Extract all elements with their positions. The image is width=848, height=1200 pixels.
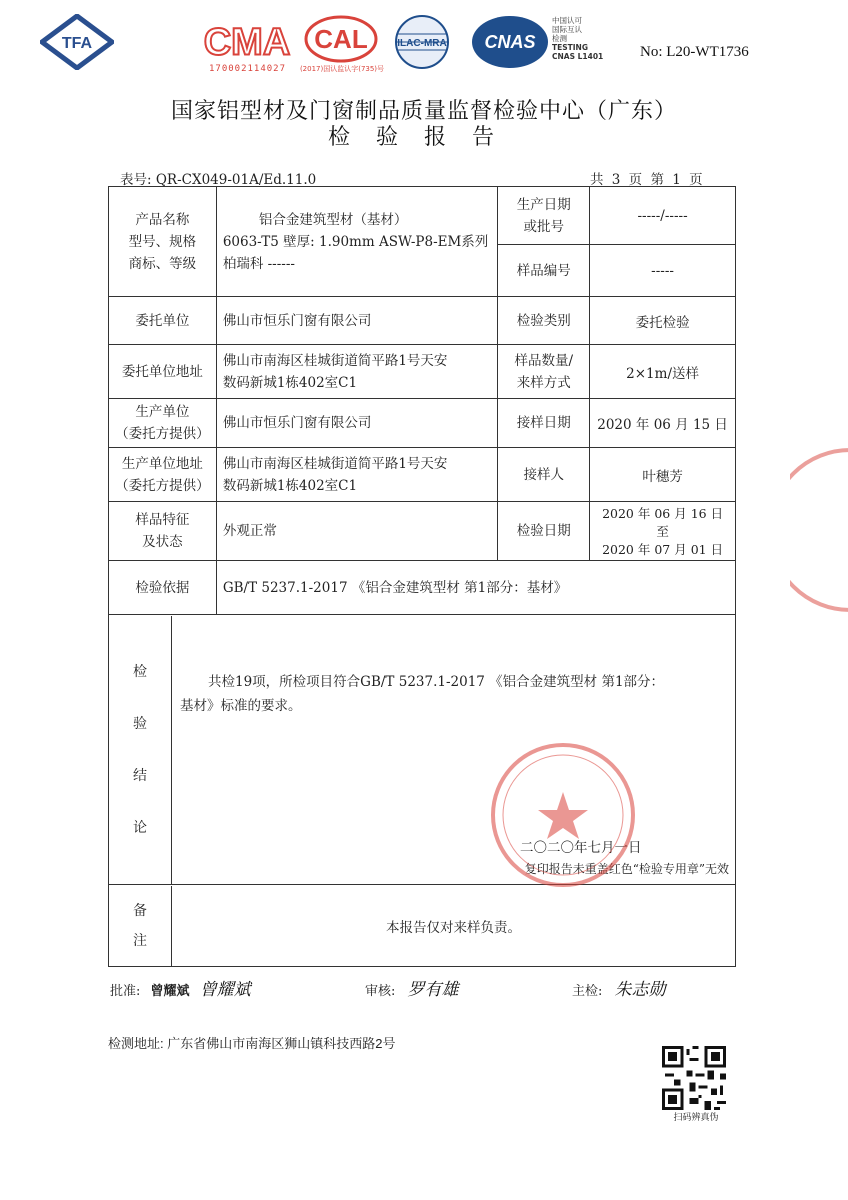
sample-state-value: 外观正常 [216,502,498,561]
conclusion-cell [109,615,736,885]
test-date-value: 2020 年 06 月 16 日至 2020 年 07 月 01 日 [590,502,736,561]
ilac-logo-text: ILAC-MRA [397,38,447,49]
sample-no-value: ----- [590,245,736,297]
table-row [109,561,736,615]
table-row [109,502,736,561]
producer-address-value: 佛山市南海区桂城街道简平路1号天安 数码新城1栋402室C1 [216,448,498,502]
remark-value: 本报告仅对来样负责。 [386,919,521,936]
side-seal-stamp [790,440,848,620]
cma-logo-text: CMA [203,21,291,64]
qr-caption: 扫码辨真伪 [673,1113,719,1123]
product-value: 铝合金建筑型材（基材） 6063-T5 壁厚: 1.90mm ASW-P8-EM系列 柏瑞科 ------ [216,187,498,297]
producer-address-label: 生产单位地址 （委托方提供） [109,448,217,502]
basis-label: 检验依据 [109,561,217,615]
sample-state-label: 样品特征 及状态 [109,502,217,561]
cma-code: 170002114027 [208,64,287,74]
table-row [109,615,736,885]
receive-date-value: 2020 年 06 月 15 日 [590,399,736,448]
table-row [109,399,736,448]
remark-label: 备 注 [109,886,172,966]
tfa-logo [40,14,114,70]
cnas-text: 中国认可 国际互认 检测 TESTING CNAS L1401 [552,16,604,61]
page-title: 国家铝型材及门窗制品质量监督检验中心（广东） [170,99,677,124]
approver-signature: 曾耀斌 [199,980,251,1000]
approver-name: 曾耀斌 [150,984,190,999]
product-label: 产品名称 型号、规格 商标、等级 [109,187,217,297]
chief-inspector [572,975,666,1000]
receive-date-label: 接样日期 [498,399,590,448]
page-subtitle: 检验报告 [327,125,520,150]
test-type-value: 委托检验 [590,297,736,345]
page-count: 共 3 页 第 1 页 [590,172,703,188]
reviewer-signature: 罗有雄 [407,980,459,1000]
cal-code: (2017)国认监认字(735)号 [299,65,385,73]
inspection-stamp [488,740,638,890]
test-date-label: 检验日期 [498,502,590,561]
sample-no-label: 样品编号 [498,245,590,297]
receiver-value: 叶穗芳 [590,448,736,502]
test-type-label: 检验类别 [498,297,590,345]
cal-logo [302,14,380,64]
client-value: 佛山市恒乐门窗有限公司 [216,297,498,345]
producer-label: 生产单位 （委托方提供） [109,399,217,448]
report-table [108,186,736,967]
client-address-value: 佛山市南海区桂城街道简平路1号天安 数码新城1栋402室C1 [216,345,498,399]
conclusion-label: 检 验 结 论 [109,616,172,884]
conclusion-body [172,616,735,884]
approver-label: 批准: [110,984,141,999]
chief-label: 主检: [572,984,603,999]
qr-code[interactable] [662,1046,726,1110]
cnas-logo-text: CNAS [484,32,536,52]
table-row [109,885,736,967]
tfa-logo-text: TFA [61,35,93,52]
table-row [109,297,736,345]
reviewer [365,975,459,1000]
test-address: 检测地址: 广东省佛山市南海区狮山镇科技西路2号 [108,1036,396,1051]
ilac-mra-logo [388,14,456,70]
report-number: No: L20-WT1736 [640,44,749,60]
cnas-logo [470,14,550,70]
sample-qty-value: 2×1m/送样 [590,345,736,399]
client-address-label: 委托单位地址 [109,345,217,399]
conclusion-note: 复印报告未重盖红色“检验专用章”无效 [524,861,729,876]
prod-date-value: -----/----- [590,187,736,245]
cma-logo [200,14,295,69]
conclusion-date: 二〇二〇年七月一日 [520,839,642,856]
approver [110,975,251,1000]
conclusion-text: 共检19项，所检项目符合GB/T 5237.1-2017 《铝合金建筑型材 第1部分： 基材》标准的要求。 [180,673,665,714]
form-number: 表号: QR-CX049-01A/Ed.11.0 [120,172,317,188]
table-row [109,345,736,399]
chief-signature: 朱志勋 [614,980,666,1000]
receiver-label: 接样人 [498,448,590,502]
remark-cell [109,885,736,967]
producer-value: 佛山市恒乐门窗有限公司 [216,399,498,448]
prod-date-label: 生产日期 或批号 [498,187,590,245]
sample-qty-label: 样品数量/ 来样方式 [498,345,590,399]
logo-row [0,6,848,76]
svg-text:CAL: CAL [314,24,368,54]
table-row [109,448,736,502]
basis-value: GB/T 5237.1-2017 《铝合金建筑型材 第1部分：基材》 [216,561,735,615]
table-row [109,187,736,245]
reviewer-label: 审核: [365,984,396,999]
client-label: 委托单位 [109,297,217,345]
